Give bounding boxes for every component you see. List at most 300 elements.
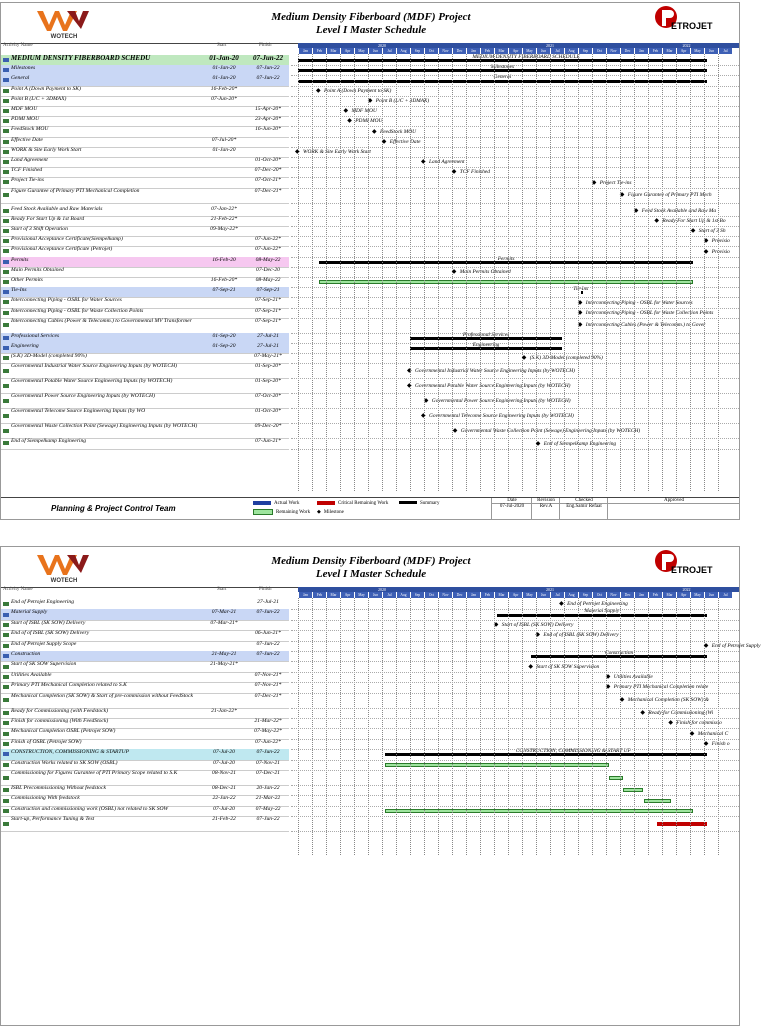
milestone-diamond: ◆ bbox=[577, 299, 583, 306]
activity-start: 21-Feb-22 bbox=[212, 816, 236, 823]
col-finish: Finish bbox=[259, 587, 272, 592]
gridline-vertical bbox=[578, 54, 579, 491]
activity-name: Project Tie-ins bbox=[11, 177, 44, 184]
activity-name: Main Permits Obtained bbox=[11, 266, 64, 273]
activity-name: Effective Date bbox=[11, 136, 43, 143]
month-label: Apr bbox=[340, 48, 354, 54]
milestone-label: Finish o bbox=[711, 741, 730, 747]
milestone-diamond: ◆ bbox=[577, 309, 583, 316]
month-label: Oct bbox=[424, 592, 438, 598]
month-label: Apr bbox=[676, 592, 690, 598]
month-label: Jun bbox=[368, 48, 382, 54]
month-label: Jan bbox=[466, 48, 480, 54]
activity-name: Finish of OSBL (Petrojet SOW) bbox=[11, 738, 82, 745]
activity-name: Figure Gurantee of Primary PTI Mechanical Completion bbox=[11, 187, 140, 194]
activity-finish: 01-Sep-20* bbox=[255, 378, 281, 385]
year-label: 2020 bbox=[298, 587, 466, 592]
activity-name: Construction bbox=[11, 651, 41, 657]
gridline-horizontal bbox=[291, 770, 739, 771]
milestone-diamond: ◆ bbox=[528, 663, 533, 670]
page-header-2 bbox=[1, 547, 739, 588]
activity-name: MEDIUM DENSITY FIBERBOARD SCHEDU bbox=[11, 54, 151, 62]
activity-finish: 07-Jun-22 bbox=[256, 75, 280, 82]
month-label: May bbox=[690, 48, 704, 54]
gridline-horizontal bbox=[291, 177, 739, 178]
activity-icon bbox=[3, 698, 9, 702]
milestone-diamond: ◆ bbox=[668, 720, 673, 727]
activity-icon bbox=[3, 170, 9, 174]
month-label: Nov bbox=[606, 48, 620, 54]
col-start: Start bbox=[217, 43, 227, 48]
bar-label: Engineering bbox=[472, 342, 500, 348]
table-row bbox=[1, 393, 289, 409]
milestone-label: Utilities Available bbox=[613, 674, 653, 680]
activity-icon bbox=[3, 209, 9, 213]
activity-finish: 07-Dec-21* bbox=[254, 187, 282, 194]
gridline-vertical bbox=[620, 54, 621, 491]
milestone-diamond: ◆ bbox=[407, 382, 412, 389]
gridline-horizontal bbox=[291, 86, 739, 87]
month-label: Jan bbox=[298, 48, 312, 54]
milestone-diamond: ◆ bbox=[451, 268, 457, 275]
milestone-diamond: ◆ bbox=[421, 412, 426, 419]
month-label: Apr bbox=[340, 592, 354, 598]
gridline-horizontal bbox=[291, 203, 739, 204]
gridline-horizontal bbox=[291, 620, 739, 621]
month-label: Aug bbox=[396, 592, 410, 598]
table-row bbox=[1, 438, 289, 449]
month-label: Aug bbox=[564, 592, 578, 598]
activity-name: Interconnecting Cables (Power & Telecomm.) to Governmental MV Transformer bbox=[11, 317, 192, 324]
activity-icon bbox=[3, 384, 9, 388]
gridline-horizontal bbox=[291, 343, 739, 344]
table-row bbox=[1, 408, 289, 424]
milestone-label: Governmental Telecome Source Engineering Inputs (by WOTECH) bbox=[429, 412, 574, 419]
activity-name: Commissioning for Figures Gurantee of PTI Primary Scope related to S.K bbox=[11, 770, 178, 776]
milestone-label: Point B (L/C + 3DMAX) bbox=[375, 97, 430, 104]
month-label: Apr bbox=[508, 48, 522, 54]
milestone-diamond: ◆ bbox=[654, 217, 659, 224]
month-label: Jul bbox=[718, 592, 732, 598]
bar-label: Material Supply bbox=[584, 608, 620, 615]
milestone-diamond: ◆ bbox=[640, 709, 645, 716]
activity-icon bbox=[3, 78, 9, 82]
milestone-diamond: ◆ bbox=[535, 632, 540, 639]
activity-icon bbox=[3, 356, 9, 360]
gridline-vertical bbox=[382, 54, 383, 491]
activity-name: Governmental Industrial Water Source Engineering Inputs (by WOTECH) bbox=[11, 363, 177, 370]
month-label: May bbox=[522, 48, 536, 54]
activity-name: Land Agreement bbox=[11, 157, 48, 163]
milestone-diamond: ◆ bbox=[367, 97, 373, 104]
activity-name: General bbox=[11, 75, 30, 82]
milestone-diamond: ◆ bbox=[633, 207, 639, 214]
milestone-diamond: ◆ bbox=[535, 440, 541, 447]
month-label: Nov bbox=[606, 592, 620, 598]
activity-finish: 07-Jun-22 bbox=[256, 65, 280, 72]
month-label: Jun bbox=[368, 592, 382, 598]
milestone-label: Provisio bbox=[711, 248, 730, 255]
gridline-horizontal bbox=[291, 739, 739, 740]
activity-finish: 07-Jun-22 bbox=[256, 749, 280, 756]
month-label: Oct bbox=[592, 48, 606, 54]
milestone-label: Primary PTI Mechanical Completion relate bbox=[613, 684, 709, 691]
gridline-vertical bbox=[326, 54, 327, 491]
gridline-horizontal bbox=[291, 672, 739, 673]
gridline-horizontal bbox=[291, 246, 739, 247]
month-label: Feb bbox=[480, 48, 494, 54]
activity-finish: 01-Oct-20* bbox=[255, 157, 281, 163]
gridline-vertical bbox=[522, 54, 523, 491]
gridline-vertical bbox=[606, 54, 607, 491]
remaining-work-bar bbox=[385, 809, 693, 813]
gridline-vertical bbox=[592, 54, 593, 491]
activity-name: WORK & Site Early Work Start bbox=[11, 146, 82, 153]
milestone-label: Governmental Industrial Water Source Engineering Inputs (by WOTECH) bbox=[415, 367, 575, 374]
milestone-diamond: ◆ bbox=[577, 322, 583, 329]
activity-name: Utilities Available bbox=[11, 671, 52, 678]
milestone-diamond: ◆ bbox=[605, 674, 611, 680]
schedule-page-1 bbox=[0, 2, 740, 520]
activity-name: End of Petrojet Supply Scope bbox=[11, 640, 77, 647]
activity-start: 07-Jul-20 bbox=[213, 759, 235, 766]
activity-icon bbox=[3, 239, 9, 243]
month-label: Nov bbox=[438, 592, 452, 598]
month-label: Jan bbox=[298, 592, 312, 598]
gridline-vertical bbox=[634, 54, 635, 491]
gridline-horizontal bbox=[291, 718, 739, 719]
activity-name: Start of ISBL (SK SOW) Delivery bbox=[11, 619, 86, 626]
gridline-vertical bbox=[480, 54, 481, 491]
activity-icon bbox=[3, 280, 9, 284]
bar-label: Professional Services bbox=[462, 331, 510, 338]
gridline-horizontal bbox=[291, 795, 739, 796]
activity-name: Start-up, Performance Tuning & Test bbox=[11, 816, 95, 823]
gridline-horizontal bbox=[291, 831, 739, 832]
activity-finish: 07-Jun-22 bbox=[256, 640, 280, 647]
activity-icon bbox=[3, 429, 9, 433]
activity-finish: 07-Dec-21* bbox=[254, 692, 282, 699]
month-label: Jul bbox=[718, 48, 732, 54]
activity-icon bbox=[3, 270, 9, 274]
activity-finish: 07-Dec-20 bbox=[256, 266, 280, 273]
table-row bbox=[1, 363, 289, 379]
activity-finish: 07-Jun-22 bbox=[256, 651, 280, 657]
wotech-logo bbox=[29, 7, 99, 39]
gridline-horizontal bbox=[291, 333, 739, 334]
milestone-label: Finish for commissio bbox=[676, 720, 722, 727]
gridline-vertical bbox=[564, 54, 565, 491]
activity-start: 07-Jul-20 bbox=[213, 749, 235, 756]
activity-icon bbox=[3, 249, 9, 253]
critical-work-bar bbox=[657, 822, 706, 826]
gridline-vertical bbox=[508, 54, 509, 491]
activity-name: End of Petrojet Engineering bbox=[11, 599, 75, 605]
col-activity-name: Activity Name bbox=[3, 43, 33, 48]
activity-finish: 07-Sep-21 bbox=[256, 287, 280, 294]
month-label: Dec bbox=[452, 48, 466, 54]
milestone-label: Interconnecting Cables (Power & Telecomm.) to Gover bbox=[585, 322, 706, 329]
activity-icon bbox=[3, 219, 9, 223]
gridline-horizontal bbox=[291, 287, 739, 288]
gridline-vertical bbox=[354, 54, 355, 491]
gridline-vertical bbox=[438, 54, 439, 491]
milestone-label: (S.K) 3D-Model (completed 90%) bbox=[529, 355, 603, 362]
activity-name: Mechanical Completion (SK SOW) & Start of pre-commission without FeedStock bbox=[11, 692, 194, 699]
gridline-horizontal bbox=[291, 297, 739, 298]
milestone-label: Point A (Down Payment to SK) bbox=[324, 87, 392, 94]
activity-icon bbox=[3, 654, 9, 658]
month-label: Mar bbox=[662, 48, 676, 54]
activity-finish: 07-May-22 bbox=[255, 805, 281, 812]
gridline-horizontal bbox=[291, 226, 739, 227]
petrojet-logo: ETROJET bbox=[649, 549, 729, 585]
activity-icon bbox=[3, 665, 9, 669]
gridline-vertical bbox=[704, 54, 705, 491]
activity-icon bbox=[3, 99, 9, 103]
activity-start: 21-May-21 bbox=[211, 651, 237, 657]
activity-name: Construction Works related to SK SOW (OSBL) bbox=[11, 759, 118, 766]
milestone-label: Main Permits Obtained bbox=[459, 268, 511, 275]
gridline-vertical bbox=[368, 54, 369, 491]
activity-icon bbox=[3, 323, 9, 327]
month-label: Feb bbox=[648, 48, 662, 54]
table-row bbox=[1, 693, 289, 709]
activity-finish: 07-Sep-21* bbox=[255, 297, 281, 304]
activity-icon bbox=[3, 602, 9, 606]
activity-start: 16-Feb-20* bbox=[210, 85, 238, 92]
milestone-label: Mechanical Completion (SK SOW) & bbox=[627, 697, 709, 704]
gridline-horizontal bbox=[291, 641, 739, 642]
table-row bbox=[1, 188, 289, 204]
gridline-vertical bbox=[396, 54, 397, 491]
year-label: 2021 bbox=[466, 587, 634, 592]
activity-name: Start of 3 Shift Operation bbox=[11, 226, 68, 232]
milestone-diamond: ◆ bbox=[316, 87, 321, 94]
activity-icon bbox=[3, 58, 9, 62]
year-label: 2022 bbox=[634, 43, 739, 48]
month-label: May bbox=[690, 592, 704, 598]
month-label: Mar bbox=[326, 48, 340, 54]
activity-icon bbox=[3, 822, 9, 826]
milestone-diamond: ◆ bbox=[372, 128, 377, 135]
activity-start: 16-Feb-20 bbox=[212, 256, 236, 263]
milestone-diamond: ◆ bbox=[619, 192, 625, 199]
activity-start: 21-Jan-22* bbox=[211, 707, 237, 714]
month-label: Jun bbox=[704, 48, 718, 54]
milestone-diamond: ◆ bbox=[689, 730, 695, 737]
milestone-diamond: ◆ bbox=[619, 697, 625, 704]
month-label: Jan bbox=[634, 48, 648, 54]
gridline-horizontal bbox=[291, 308, 739, 309]
activity-name: Finish for commissioning (With FeedStock) bbox=[11, 718, 109, 724]
table-row bbox=[1, 378, 289, 394]
milestone-diamond: ◆ bbox=[347, 118, 352, 125]
month-label: Jul bbox=[550, 48, 564, 54]
milestone-label: TCF Finished bbox=[459, 169, 490, 176]
activity-icon bbox=[3, 336, 9, 340]
activity-name: Milestones bbox=[11, 65, 36, 72]
milestone-label: End of Siempelkamp Engineering bbox=[543, 440, 617, 447]
petrojet-logo: ETROJET bbox=[649, 5, 729, 41]
activity-start: 07-Mar-21 bbox=[211, 609, 237, 616]
activity-icon bbox=[3, 799, 9, 803]
activity-finish: 07-Jun-22* bbox=[255, 236, 281, 243]
activity-icon bbox=[3, 399, 9, 403]
month-label: Jun bbox=[536, 592, 550, 598]
activity-finish: 16-Jun-20* bbox=[255, 126, 281, 133]
gridline-horizontal bbox=[291, 708, 739, 709]
gridline-vertical bbox=[648, 54, 649, 491]
gridline-horizontal bbox=[291, 423, 739, 424]
activity-icon bbox=[3, 623, 9, 627]
activity-icon bbox=[3, 346, 9, 350]
milestone-diamond: ◆ bbox=[407, 367, 412, 374]
gridline-horizontal bbox=[291, 147, 739, 148]
gridline-horizontal bbox=[291, 96, 739, 97]
gridline-vertical bbox=[536, 54, 537, 491]
milestone-label: WORK & Site Early Work Start bbox=[303, 148, 371, 155]
month-label: Jun bbox=[704, 592, 718, 598]
activity-start: 16-Feb-20* bbox=[210, 277, 238, 283]
gridline-horizontal bbox=[291, 438, 739, 439]
milestone-diamond: ◆ bbox=[421, 159, 426, 166]
table-row bbox=[1, 423, 289, 439]
month-label: Apr bbox=[676, 48, 690, 54]
activity-finish: 07-Nov-21* bbox=[254, 682, 282, 689]
gridline-horizontal bbox=[291, 378, 739, 379]
activity-finish: 21-Mar-22 bbox=[255, 795, 281, 802]
activity-name: Governmental Power Source Engineering Inputs (by WOTECH) bbox=[11, 393, 155, 400]
schedule-title-2: Medium Density Fiberboard (MDF) Project Level I Master Schedule bbox=[271, 555, 471, 580]
wotech-logo bbox=[29, 551, 99, 583]
activity-icon bbox=[3, 633, 9, 637]
activity-name: Ready For Start Up & 1st Board bbox=[11, 215, 85, 222]
month-label: Nov bbox=[438, 48, 452, 54]
gridline-vertical bbox=[676, 54, 677, 491]
gridline-horizontal bbox=[291, 630, 739, 631]
gridline-horizontal bbox=[291, 353, 739, 354]
milestone-label: Project Tie-ins bbox=[599, 179, 632, 186]
gridline-horizontal bbox=[291, 816, 739, 817]
activity-table bbox=[1, 43, 291, 491]
milestone-label: Provisio bbox=[711, 238, 730, 245]
activity-name: End of Siempelkamp Engineering bbox=[11, 438, 87, 445]
milestone-label: Ready for Commissioning (Wi bbox=[648, 709, 714, 716]
year-label: 2022 bbox=[634, 587, 739, 592]
activity-icon bbox=[3, 140, 9, 144]
activity-icon bbox=[3, 776, 9, 780]
month-label: Mar bbox=[662, 592, 676, 598]
gridline-vertical bbox=[424, 54, 425, 491]
gridline-horizontal bbox=[291, 318, 739, 319]
activity-icon bbox=[3, 180, 9, 184]
gridline-vertical bbox=[312, 54, 313, 491]
activity-finish: 07-Jun-22 bbox=[253, 54, 283, 62]
activity-icon bbox=[3, 369, 9, 373]
activity-name: FeedStock MOU bbox=[11, 126, 49, 133]
activity-icon bbox=[3, 809, 9, 813]
milestone-label: Start of ISBL (SK SOW) Delivery bbox=[501, 622, 574, 628]
activity-name: Point B (L/C + 3DMAX) bbox=[11, 95, 67, 102]
activity-icon bbox=[3, 788, 9, 792]
activity-finish: 01-Oct-20* bbox=[255, 408, 281, 415]
milestone-label: End of Petrojet Engineering bbox=[567, 601, 628, 608]
month-label: Mar bbox=[494, 48, 508, 54]
activity-name: PDMI MOU bbox=[11, 116, 40, 123]
gridline-horizontal bbox=[291, 760, 739, 761]
milestone-label: Governmental Power Source Engineering Inputs (by WOTECH) bbox=[431, 397, 571, 404]
bar-label: Permits bbox=[497, 255, 515, 262]
gridline-horizontal bbox=[291, 65, 739, 66]
activity-name: ISBL Precommissioning Without feedstock bbox=[11, 785, 106, 791]
month-label: Dec bbox=[452, 592, 466, 598]
milestone-label: PDMI MOU bbox=[355, 118, 383, 125]
activity-finish: 07-Jun-22 bbox=[256, 609, 280, 616]
milestone-diamond: ◆ bbox=[423, 397, 429, 404]
month-label: Sep bbox=[578, 592, 592, 598]
remaining-work-bar bbox=[385, 763, 609, 767]
activity-icon bbox=[3, 742, 9, 746]
activity-finish: 08-May-22 bbox=[255, 256, 281, 263]
activity-finish: 23-Apr-20* bbox=[255, 116, 281, 123]
activity-name: Interconnecting Piping - OSBL for Waste Collection Points bbox=[11, 307, 144, 314]
gridline-horizontal bbox=[291, 408, 739, 409]
gridline-horizontal bbox=[291, 236, 739, 237]
activity-finish: 21-Mar-22* bbox=[254, 718, 282, 724]
gridline-horizontal bbox=[291, 728, 739, 729]
month-label: Jul bbox=[382, 48, 396, 54]
activity-finish: 01-Sep-20* bbox=[255, 363, 281, 370]
year-label: 2021 bbox=[466, 43, 634, 48]
activity-icon bbox=[3, 752, 9, 756]
schedule-page-2 bbox=[0, 546, 761, 1026]
month-label: May bbox=[522, 592, 536, 598]
activity-finish: 06-Jun-21* bbox=[255, 630, 281, 637]
activity-icon bbox=[3, 711, 9, 715]
activity-finish: 09-Dec-20* bbox=[254, 423, 282, 430]
activity-name: Material Supply bbox=[11, 609, 48, 616]
activity-finish: 07-May-21* bbox=[254, 353, 282, 360]
activity-finish: 07-May-22* bbox=[254, 728, 282, 735]
gridline-horizontal bbox=[291, 137, 739, 138]
gridline-horizontal bbox=[291, 609, 739, 610]
activity-icon bbox=[3, 763, 9, 767]
activity-icon bbox=[3, 109, 9, 113]
gridline-horizontal bbox=[291, 785, 739, 786]
month-label: May bbox=[354, 48, 368, 54]
gridline-horizontal bbox=[291, 188, 739, 189]
milestone-diamond: ◆ bbox=[591, 179, 597, 186]
team-name: Planning & Project Control Team bbox=[51, 504, 176, 513]
activity-table-2 bbox=[1, 587, 291, 857]
milestone-diamond: ◆ bbox=[605, 684, 611, 691]
month-label: Jul bbox=[550, 592, 564, 598]
gridline-horizontal bbox=[291, 806, 739, 807]
activity-finish: 07-Oct-21* bbox=[255, 177, 281, 184]
activity-name: Primary PTI Mechanical Completion related to S.K bbox=[11, 682, 127, 689]
activity-icon bbox=[3, 193, 9, 197]
activity-name: Tie-Ins bbox=[11, 287, 27, 294]
activity-icon bbox=[3, 613, 9, 617]
gridline-vertical bbox=[410, 54, 411, 491]
activity-finish: 07-Jun-22 bbox=[256, 816, 280, 823]
month-label: Aug bbox=[396, 48, 410, 54]
activity-finish: 07-Dec-20* bbox=[254, 167, 282, 174]
activity-icon bbox=[3, 685, 9, 689]
gridline-vertical bbox=[494, 54, 495, 491]
activity-start: 01-Jan-20 bbox=[212, 75, 236, 82]
